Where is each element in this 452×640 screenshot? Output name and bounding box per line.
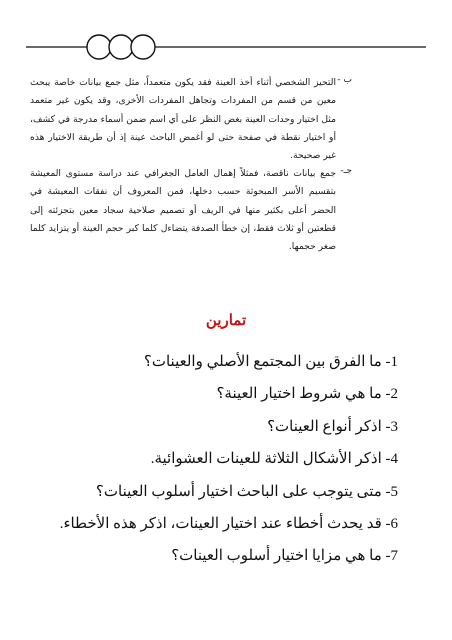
ornament-circle-right: [131, 35, 155, 59]
header-ornament: [0, 32, 452, 62]
paragraph-label-j: جـ-: [340, 165, 352, 176]
section-heading-exercises: تمارين: [205, 313, 247, 329]
paragraph-b-text: التحيز الشخصي أثناء أخذ العينة فقد يكون متعمداً، مثل جمع بيانات خاصة يبحث معين من قسم من المفردات وتجاهل المفردات الأخرى، وقد يكون غير متعمد مثل اختيار وحدات العينة بغض النظر على أي اسم ضمن أسماء مدرجة في كشف، أو اختيار نقطة في صفحة حتى لو أغمض الباحث عينة إذ أن طريقة الاختيار هذه غير صحيحة.: [30, 77, 336, 162]
ornament-circle-left: [87, 35, 111, 59]
exercise-item: 4- اذكر الأشكال الثلاثة للعينات العشوائية.: [150, 451, 398, 468]
exercise-item: 5- متى يتوجب على الباحث اختيار أسلوب العينات؟: [95, 483, 398, 500]
exercise-item: 6- قد يحدث أخطاء عند اختيار العينات، اذكر هذه الأخطاء.: [59, 515, 398, 532]
exercise-item: 7- ما هي مزايا اختيار أسلوب العينات؟: [171, 548, 398, 565]
exercise-item: 2- ما هي شروط اختيار العينة؟: [216, 386, 398, 403]
paragraph-j-text: جمع بيانات ناقصة، فمثلاً إهمال العامل الجغرافي عند دراسة مستوى المعيشة بتقسيم الأسر المبحوثة حسب دخلها، فمن المعروف أن نفقات المعيشة في الحضر أعلى بكثير منها في الريف أو تصميم صلاحية سجاد معين بتجزئته إلى قطعتين أو ثلاث فقط، إن خطأ الصدفة يتضاءل كلما كبر حجم العينة أو يتزايد كلما صغر حجمها.: [30, 168, 336, 253]
paragraph-label-b: ب -: [337, 74, 352, 85]
exercise-item: 1- ما الفرق بين المجتمع الأصلي والعينات؟: [143, 354, 398, 370]
exercise-item: 3- اذكر أنواع العينات؟: [267, 418, 398, 435]
exercise-list: [38, 352, 398, 579]
ornament-circle-middle: [109, 35, 133, 59]
